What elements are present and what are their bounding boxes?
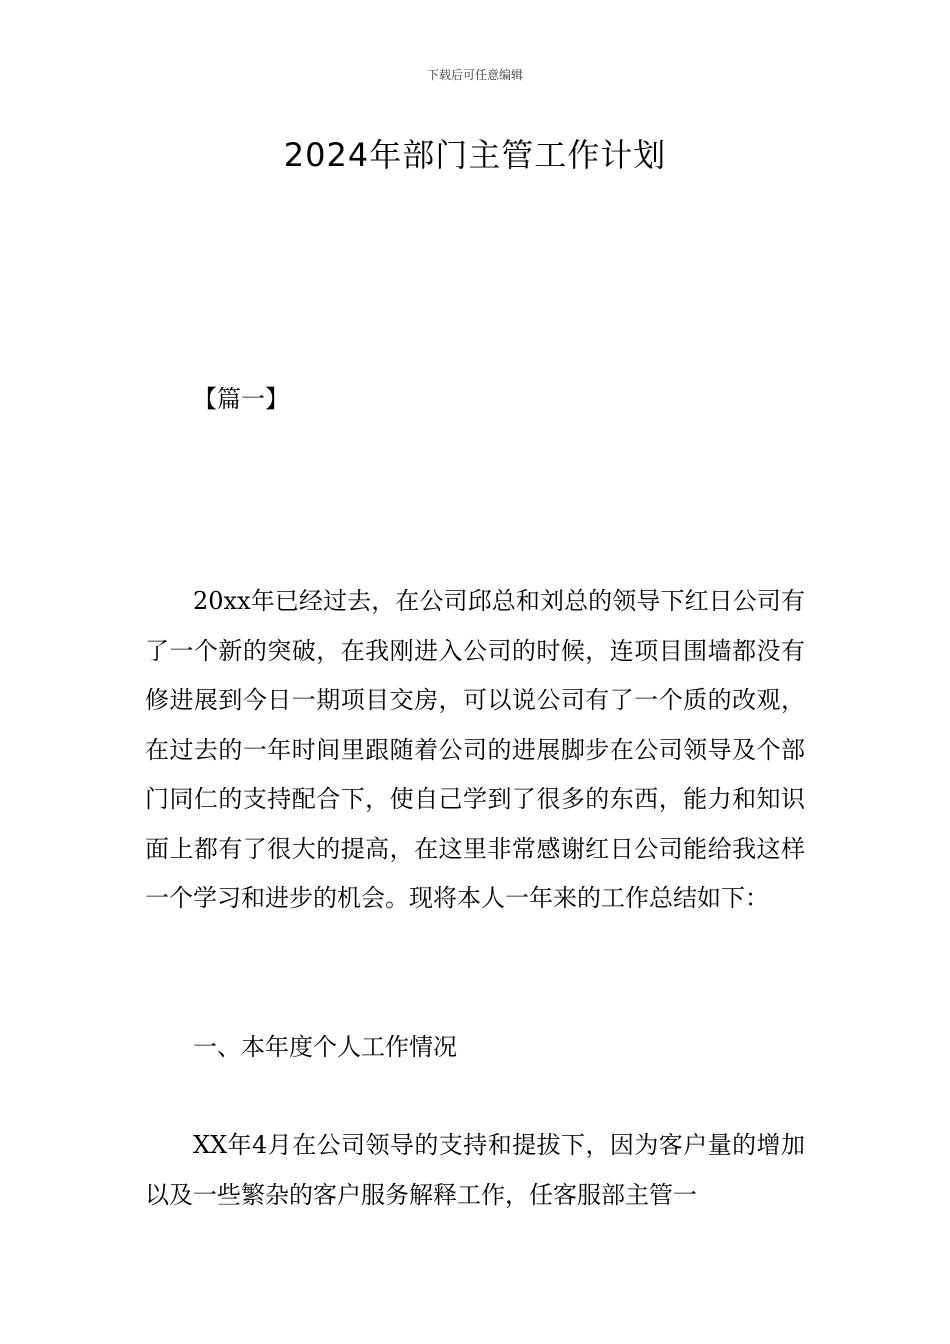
body-paragraph-2: XX年4月在公司领导的支持和提拔下，因为客户量的增加以及一些繁杂的客户服务解释工作，任客服部主管一 [145, 1131, 805, 1209]
document-title: 2024年部门主管工作计划 [283, 136, 667, 174]
header-note: 下载后可任意编辑 [426, 68, 523, 82]
section-label: 【篇一】 [193, 385, 289, 413]
section-heading-1: 一、本年度个人工作情况 [193, 1033, 457, 1061]
body-paragraph-1: 20xx年已经过去，在公司邱总和刘总的领导下红日公司有了一个新的突破，在我刚进入公司的时候，连项目围墙都没有修进展到今日一期项目交房，可以说公司有了一个质的改观，在过去的一年时间里跟随着公司的进展脚步在公司领导及个部门同仁的支持配合下，使自己学到了很多的东西，能力和知识面上都有了很大的提高，在这里非常感谢红日公司能给我这样一个学习和进步的机会。现将本人一年来的工作总结如下： [145, 587, 805, 912]
